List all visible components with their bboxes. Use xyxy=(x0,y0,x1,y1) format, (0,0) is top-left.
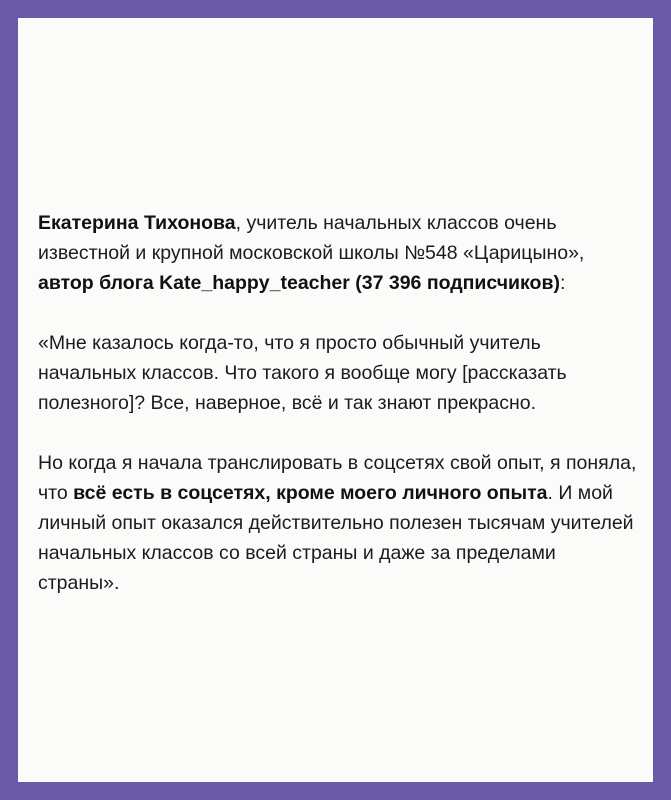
author-role: , учитель начальных классов очень известной и крупной московской школы №548 «Царицыно», xyxy=(38,212,585,264)
quote2-part1: Но когда я начала транслировать в соцсетях свой опыт, я поняла, что xyxy=(38,452,637,504)
quote-paragraph-1: «Мне казалось когда-то, что я просто обычный учитель начальных классов. Что такого я вообще могу [рассказать полезного]? Все, наверное, всё и так знают прекрасно. xyxy=(38,332,567,414)
intro-colon: : xyxy=(559,272,566,294)
quote2-highlight: всё есть в соцсетях, кроме моего личного опыта xyxy=(73,482,548,504)
quote-paragraph-2 xyxy=(38,448,638,598)
post-card xyxy=(18,18,653,782)
blog-info: автор блога Kate_happy_teacher (37 396 подписчиков) xyxy=(38,272,560,294)
intro-paragraph xyxy=(38,208,638,298)
quote2-part2: . И мой личный опыт оказался действительно полезен тысячам учителей начальных классов со всей страны и даже за пределами страны». xyxy=(38,482,634,594)
post-text xyxy=(38,208,638,628)
author-name: Екатерина Тихонова xyxy=(38,212,236,234)
